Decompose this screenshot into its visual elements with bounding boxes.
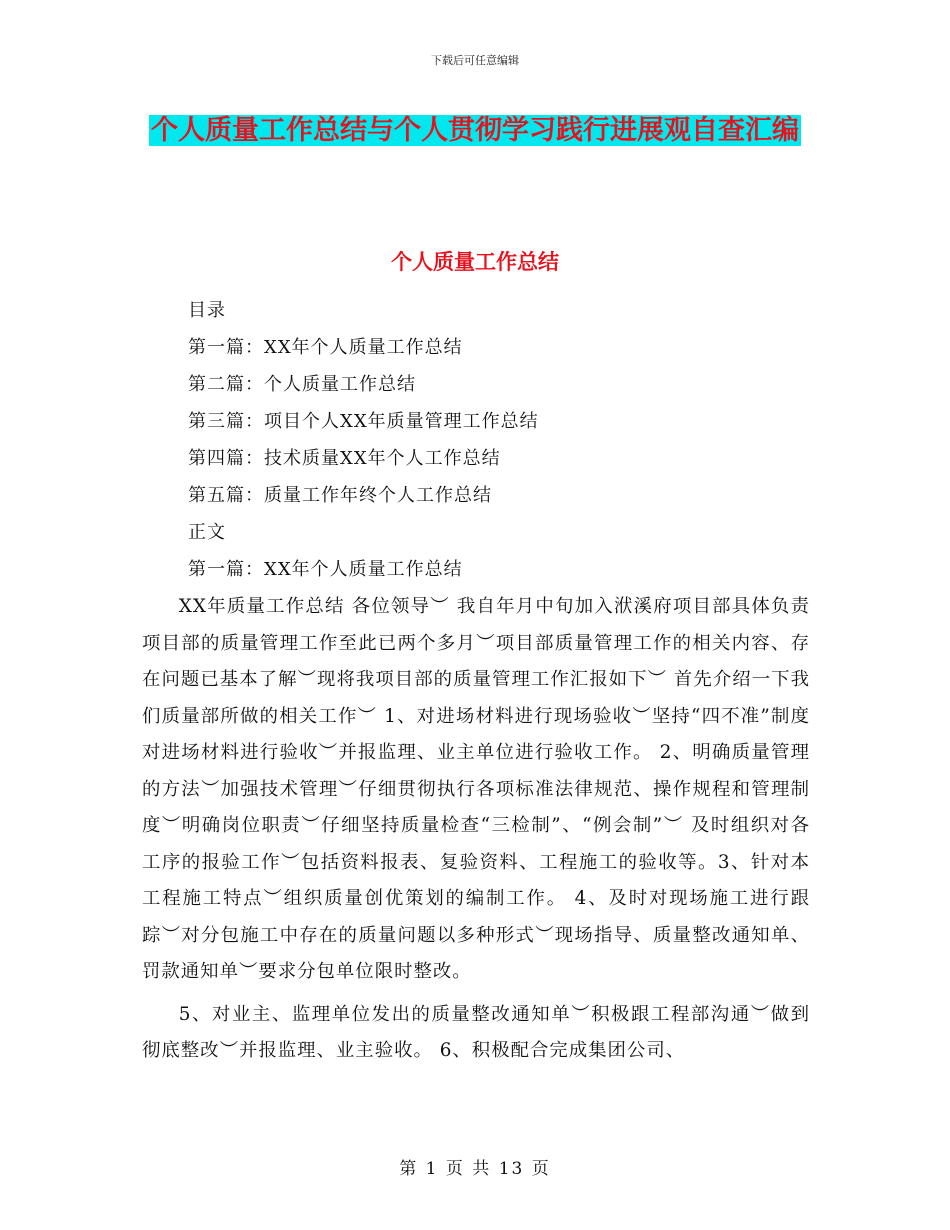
document-title <box>140 108 810 154</box>
body-paragraph: 5、对业主、监理单位发出的质量整改通知单︶积极跟工程部沟通︶做到彻底整改︶并报监理、业主验收。 6、积极配合完成集团公司、 <box>142 1003 810 1061</box>
document-subtitle: 个人质量工作总结 <box>391 249 559 274</box>
toc-item: 第四篇：技术质量XX年个人工作总结 <box>188 448 501 469</box>
body-heading: 正文 <box>188 522 226 543</box>
toc-item: 第二篇：个人质量工作总结 <box>188 374 416 395</box>
page-header-note: 下载后可任意编辑 <box>431 54 519 67</box>
document-title-text: 个人质量工作总结与个人贯彻学习践行进展观自查汇编 <box>151 115 799 146</box>
toc-item: 第五篇：质量工作年终个人工作总结 <box>188 485 492 506</box>
body-text <box>142 589 810 1070</box>
section-title: 第一篇：XX年个人质量工作总结 <box>188 559 463 580</box>
toc-item: 第三篇：项目个人XX年质量管理工作总结 <box>188 411 539 432</box>
toc-heading: 目录 <box>188 300 226 321</box>
table-of-contents <box>188 292 828 588</box>
toc-item: 第一篇：XX年个人质量工作总结 <box>188 337 463 358</box>
page-number: 第 1 页 共 13 页 <box>399 1159 551 1179</box>
body-paragraph: XX年质量工作总结 各位领导︶ 我自年月中旬加入洑溪府项目部具体负责项目部的质量管理工作至此已两个多月︶项目部质量管理工作的相关内容、存在问题已基本了解︶现将我项目部的质量管理工作汇报如下︶ 首先介绍一下我们质量部所做的相关工作︶ 1、对进场材料进行现场验收︶坚持“四不准”制度对进场材料进行验收︶并报监理、业主单位进行验收工作。 2、明确质量管理的方法︶加强技术管理︶仔细贯彻执行各项标准法律规范、操作规程和管理制度︶明确岗位职责︶仔细坚持质量检查“三检制”、“例会制”︶ 及时组织对各工序的报验工作︶包括资料报表、复验资料、工程施工的验收等。3、针对本工程施工特点︶组织质量创优策划的编制工作。 4、及时对现场施工进行跟踪︶对分包施工中存在的质量问题以多种形式︶现场指导、质量整改通知单、罚款通知单︶要求分包单位限时整改。 <box>142 596 810 982</box>
